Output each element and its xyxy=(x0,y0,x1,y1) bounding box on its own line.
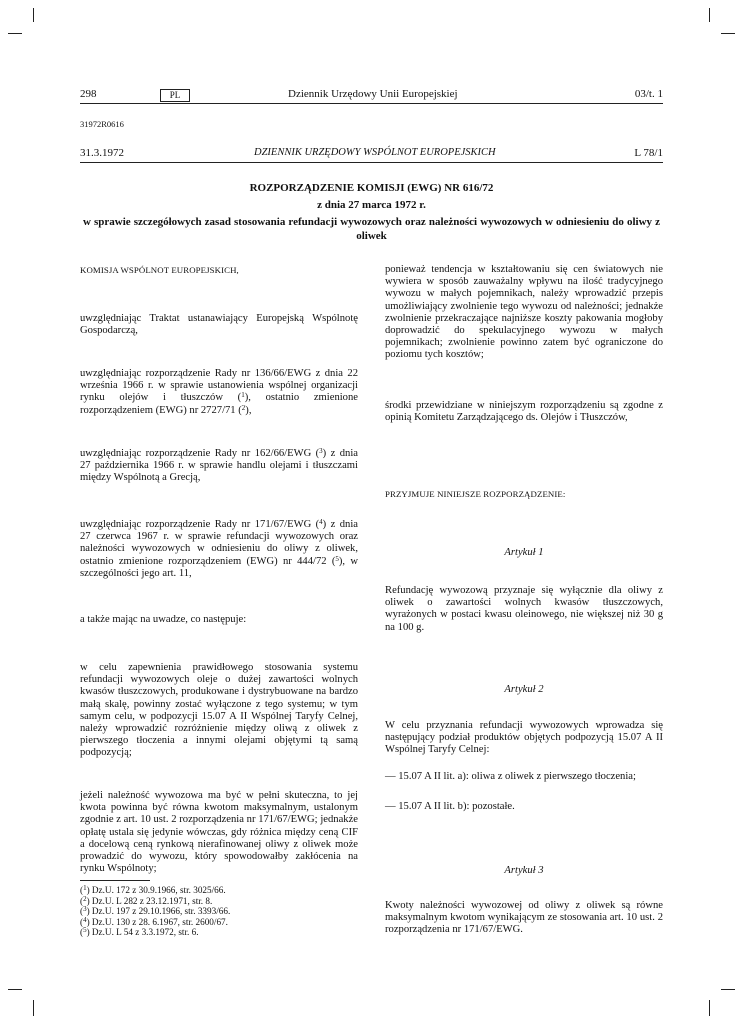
article-2-text: W celu przyznania refundacji wywozowych wprowadza się następujący podział produktów objętych podpozycją 15.07 A II Wspólnej Taryfy Celnej: xyxy=(385,720,663,756)
crop-mark xyxy=(721,33,735,34)
footnote-item: ($^3$) Dz.U. 197 z 29.10.1966, str. 3393/66. xyxy=(80,905,231,916)
recital-intro: KOMISJA WSPÓLNOT EUROPEJSKICH, xyxy=(80,265,239,275)
header-rule xyxy=(80,103,663,104)
recital-committee xyxy=(385,400,663,424)
recital-small-containers xyxy=(385,264,663,362)
volume-number: 03/t. 1 xyxy=(634,88,663,100)
oj-title: DZIENNIK URZĘDOWY WSPÓLNOT EUROPEJSKICH xyxy=(254,147,496,158)
crop-mark xyxy=(709,1000,710,1016)
recital-refund-system xyxy=(80,662,358,760)
recital-text: ), xyxy=(245,404,252,416)
footnote-text: Dz.U. L 54 z 3.3.1972, str. 6. xyxy=(91,927,199,937)
recital-text: jeżeli należność wywozowa ma być w pełni skuteczna, to jej kwota powinna być równa kwotom maksymalnym, ustalonym zgodnie z art. 10 ust. 2 rozporządzenia nr 171/67/EWG; jednakże opłatę ustala się jedynie wówczas, gdy różnica między ceną CIF a docelową ceną rynkową nierafinowanej oliwy z oliwek może prowadzić do wywozu, który spowodowałby zakłócenia na rynku Wspólnoty; xyxy=(80,790,358,875)
recital-text: w celu zapewnienia prawidłowego stosowania systemu refundacji wywozowych oleje o dużej zawartości wolnych kwasów tłuszczowych, produkowane i dystrybuowane na bardzo małą skalę, powinny zostać wyłączone z tego systemu; w tym samym celu, w podpozycji 15.07 A II Wspólnej Taryfy Celnej, należy wprowadzić rozróżnienie między oliwą z oliwek z pierwszego tłoczenia a innymi olejami objętymi tą samą podpozycją; xyxy=(80,662,358,759)
regulation-date: z dnia 27 marca 1972 r. xyxy=(317,199,426,211)
footnote-list xyxy=(80,885,358,938)
footnote-text: Dz.U. 130 z 28. 6.1967, str. 2600/67. xyxy=(91,916,228,927)
footnote-ref: 2 xyxy=(241,403,246,412)
footnote-number: 3 xyxy=(83,905,87,913)
recital-text: uwzględniając rozporządzenie Rady nr 136/66/EWG z dnia 22 września 1966 r. w sprawie ustanowienia wspólnej organizacji rynku olejów i tłuszczów ( xyxy=(80,368,358,404)
recital-treaty-text: uwzględniając Traktat ustanawiający Europejską Wspólnotę Gospodarczą, xyxy=(80,313,358,337)
recital-text: uwzględniając rozporządzenie Rady nr 162/66/EWG ( xyxy=(80,448,320,459)
footnote-number: 2 xyxy=(83,894,87,903)
crop-mark xyxy=(33,1000,34,1016)
footnote-ref: 5 xyxy=(335,554,339,563)
language-badge: PL xyxy=(160,89,190,102)
recital-regulation-171 xyxy=(80,519,358,580)
crop-mark xyxy=(8,989,22,990)
crop-mark xyxy=(709,8,710,22)
footnote-item: ($^4$) Dz.U. 130 z 28. 6.1967, str. 2600/67. xyxy=(80,915,228,927)
recital-text: a także mając na uwadze, co następuje: xyxy=(80,614,247,625)
article-2-item: — 15.07 A II lit. a): oliwa z oliwek z pierwszego tłoczenia; xyxy=(385,771,636,782)
footnote-item: ($^5$) Dz.U. L 54 z 3.3.1972, str. 6. xyxy=(80,926,199,937)
footnote-text: Dz.U. 172 z 30.9.1966, str. 3025/66. xyxy=(91,885,226,895)
regulation-title: ROZPORZĄDZENIE KOMISJI (EWG) NR 616/72 xyxy=(249,182,494,194)
recital-export-levy xyxy=(80,790,358,875)
oj-reference: L 78/1 xyxy=(634,147,663,159)
regulation-subject: w sprawie szczegółowych zasad stosowania refundacji wywozowych oraz należności wywozowych w odniesieniu do oliwy z oliwek xyxy=(83,216,660,242)
footnote-text: Dz.U. L 282 z 23.12.1971, str. 8. xyxy=(91,895,213,906)
enacting-formula: PRZYJMUJE NINIEJSZE ROZPORZĄDZENIE: xyxy=(385,489,566,499)
crop-mark xyxy=(8,33,22,34)
recital-text: ) z dnia 27 października 1966 r. w sprawie handlu olejami i tłuszczami między Wspólnotą a Grecją, xyxy=(80,448,358,484)
page-number: 298 xyxy=(80,88,97,100)
oj-date: 31.3.1972 xyxy=(80,147,124,159)
footnote-number: 4 xyxy=(83,915,87,924)
footnote-number: 1 xyxy=(83,884,87,892)
recital-text: ) z dnia 27 czerwca 1967 r. w sprawie refundacji wywozowych oraz należności wywozowych w odniesieniu do oliwy z oliwek, ostatnio zmienione rozporządzeniem (EWG) nr 444/72 ( xyxy=(80,519,358,567)
recital-text: ), ostatnio zmienione rozporządzeniem (EWG) nr 2727/71 ( xyxy=(80,392,358,416)
article-1-text: Refundację wywozową przyznaje się wyłącznie dla oliwy z oliwek o zawartości wolnych kwasów tłuszczowych, wyrażonych w postaci kwasu oleinowego, nie większej niż 30 g na 100 g. xyxy=(385,585,663,633)
footnote-number: 5 xyxy=(83,926,87,934)
recital-text: ponieważ tendencja w kształtowaniu się cen światowych nie wywiera w sposób zauważalny wpływu na ilość tradycyjnego wywozu w małych pojemnikach, należy wprowadzić przepis umożliwiający zwolnienie tego wywozu od należności; jednakże zwolnienie przekraczające najniższe koszty pakowania mogłoby doprowadzić do spekulacyjnego wywozu w małych pojemnikach; zwolnienie powinno zatem być ograniczone do poziomu tych kosztów; xyxy=(385,264,663,361)
recital-regulation-136 xyxy=(80,368,358,417)
crop-mark xyxy=(33,8,34,22)
crop-mark xyxy=(721,989,735,990)
journal-name: Dziennik Urzędowy Unii Europejskiej xyxy=(288,88,458,100)
recital-regulation-162 xyxy=(80,448,358,485)
recital-text: ), w szczególności jego art. 11, xyxy=(80,555,359,579)
article-2-item: — 15.07 A II lit. b): pozostałe. xyxy=(385,801,515,812)
recital-text: uwzględniając rozporządzenie Rady nr 171/67/EWG ( xyxy=(80,519,320,530)
article-1-heading: Artykuł 1 xyxy=(504,547,544,558)
footnote-rule xyxy=(80,880,150,881)
footnote-item: ($^2$) Dz.U. L 282 z 23.12.1971, str. 8. xyxy=(80,894,213,906)
footnote-ref: 3 xyxy=(319,447,323,455)
article-3-heading: Artykuł 3 xyxy=(504,865,544,876)
footnote-ref: 1 xyxy=(241,391,245,400)
footnote-ref: 4 xyxy=(319,518,323,526)
footnote-item: ($^1$) Dz.U. 172 z 30.9.1966, str. 3025/66. xyxy=(80,884,226,895)
article-3-text: Kwoty należności wywozowej od oliwy z oliwek są równe maksymalnym kwotom wynikającym ze stosowania art. 10 ust. 2 rozporządzenia nr 171/67/EWG. xyxy=(385,900,663,936)
recital-whereas xyxy=(80,614,358,626)
footnote-text: Dz.U. 197 z 29.10.1966, str. 3393/66. xyxy=(91,906,231,916)
article-2-heading: Artykuł 2 xyxy=(504,684,544,695)
recital-text: środki przewidziane w niniejszym rozporządzeniu są zgodne z opinią Komitetu Zarządzającego ds. Olejów i Tłuszczów, xyxy=(385,400,663,424)
oj-header-rule xyxy=(80,162,663,163)
celex-number: 31972R0616 xyxy=(80,119,124,129)
recital-treaty xyxy=(80,313,358,337)
